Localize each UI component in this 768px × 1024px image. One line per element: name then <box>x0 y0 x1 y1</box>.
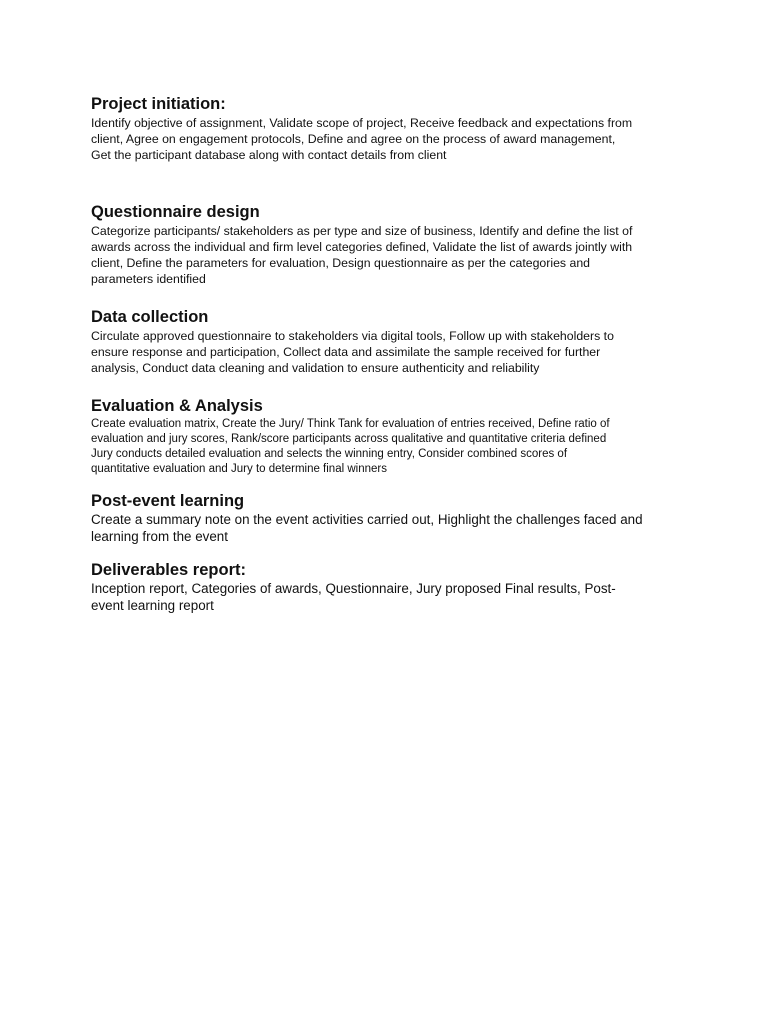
body-line: Create evaluation matrix, Create the Jury/ Think Tank for evaluation of entries received, Define ratio of <box>91 418 610 430</box>
body-line: analysis, Conduct data cleaning and validation to ensure authenticity and reliability <box>91 361 540 375</box>
body-line: quantitative evaluation and Jury to determine final winners <box>91 463 387 475</box>
section-project-initiation <box>91 94 681 163</box>
body-line: ensure response and participation, Collect data and assimilate the sample received for further <box>91 345 601 359</box>
section-heading: Data collection <box>91 308 209 326</box>
body-line: client, Agree on engagement protocols, Define and agree on the process of award management, <box>91 132 616 146</box>
section-questionnaire-design <box>91 202 681 287</box>
body-line: Inception report, Categories of awards, Questionnaire, Jury proposed Final results, Post- <box>91 581 616 596</box>
section-body <box>91 115 681 163</box>
section-body <box>91 512 681 545</box>
body-line: client, Define the parameters for evaluation, Design questionnaire as per the categories and <box>91 256 591 270</box>
body-line: Circulate approved questionnaire to stakeholders via digital tools, Follow up with stakeholders to <box>91 329 614 343</box>
body-line: event learning report <box>91 597 214 613</box>
section-heading: Evaluation & Analysis <box>91 397 263 415</box>
section-heading: Questionnaire design <box>91 203 260 221</box>
section-heading: Deliverables report: <box>91 561 246 579</box>
body-line: Create a summary note on the event activities carried out, Highlight the challenges faced and <box>91 512 643 527</box>
section-heading: Post-event learning <box>91 492 245 510</box>
section-post-event-learning <box>91 491 681 545</box>
body-line: awards across the individual and firm level categories defined, Validate the list of awards jointly with <box>91 240 633 254</box>
section-deliverables-report <box>91 560 681 614</box>
body-line: Categorize participants/ stakeholders as per type and size of business, Identify and define the list of <box>91 224 633 238</box>
body-line: Jury conducts detailed evaluation and selects the winning entry, Consider combined scores of <box>91 448 568 460</box>
section-heading: Project initiation: <box>91 95 226 113</box>
body-line: learning from the event <box>91 528 228 544</box>
body-line: Get the participant database along with contact details from client <box>91 148 447 162</box>
body-line: parameters identified <box>91 272 206 286</box>
body-line: Identify objective of assignment, Validate scope of project, Receive feedback and expectations from <box>91 116 633 130</box>
body-line: evaluation and jury scores, Rank/score participants across qualitative and quantitative criteria defined <box>91 433 607 445</box>
section-body <box>91 417 681 477</box>
section-evaluation-analysis <box>91 396 681 477</box>
section-body <box>91 328 681 376</box>
section-body <box>91 581 681 614</box>
section-body <box>91 223 681 287</box>
section-data-collection <box>91 307 681 376</box>
